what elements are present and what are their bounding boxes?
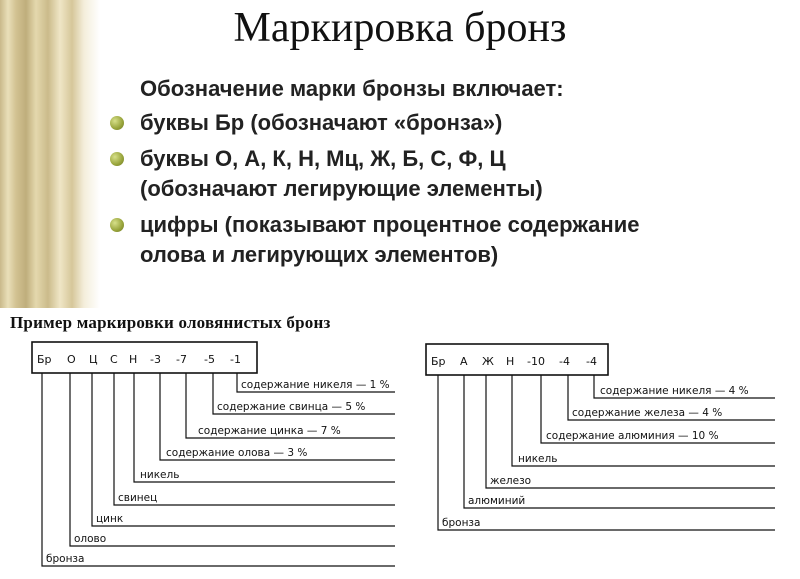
left-code-part: -3 <box>150 353 161 366</box>
left-code-part: О <box>67 353 76 366</box>
left-label: содержание цинка — 7 % <box>198 425 341 437</box>
right-label: никель <box>518 453 558 465</box>
right-label: железо <box>490 475 532 487</box>
left-label: олово <box>74 533 107 545</box>
bullet-line: буквы О, А, К, Н, Мц, Ж, Б, С, Ф, Ц <box>140 146 506 171</box>
left-label: содержание олова — 3 % <box>166 447 308 459</box>
right-marking-diagram <box>426 344 775 530</box>
left-label: содержание свинца — 5 % <box>217 401 366 413</box>
right-label: содержание железа — 4 % <box>572 407 723 419</box>
bullet-line: цифры (показывают процентное содержание <box>140 212 640 237</box>
right-label: алюминий <box>468 495 526 507</box>
right-label: содержание никеля — 4 % <box>600 385 749 397</box>
right-code-part: -10 <box>527 355 545 368</box>
right-code-part: Бр <box>431 355 446 368</box>
left-label: никель <box>140 469 180 481</box>
right-code-part: -4 <box>559 355 570 368</box>
intro-text: Обозначение марки бронзы включает: <box>140 76 564 101</box>
left-code-part: -7 <box>176 353 187 366</box>
right-label: содержание алюминия — 10 % <box>546 430 719 442</box>
left-label: цинк <box>96 513 124 525</box>
left-marking-diagram <box>32 342 395 566</box>
left-code-part: -5 <box>204 353 215 366</box>
left-code-part: Ц <box>89 353 98 366</box>
left-label: свинец <box>118 492 158 504</box>
left-code-part: -1 <box>230 353 241 366</box>
left-code-box <box>32 342 257 373</box>
slide-title: Маркировка бронз <box>233 5 567 51</box>
left-code-part: С <box>110 353 118 366</box>
left-label: содержание никеля — 1 % <box>241 379 390 391</box>
example-heading: Пример маркировки оловянистых бронз <box>10 313 331 332</box>
right-code-part: А <box>460 355 468 368</box>
right-code-part: -4 <box>586 355 597 368</box>
right-code-part: Н <box>506 355 515 368</box>
left-code-part: Н <box>129 353 138 366</box>
right-code-part: Ж <box>482 355 494 368</box>
right-label: бронза <box>442 517 481 529</box>
left-code-part: Бр <box>37 353 52 366</box>
left-label: бронза <box>46 553 85 565</box>
right-code-box <box>426 344 608 375</box>
bullet-line: буквы Бр (обозначают «бронза») <box>140 110 503 135</box>
bullet-line: (обозначают легирующие элементы) <box>140 176 543 201</box>
bullet-line: олова и легирующих элементов) <box>140 242 499 267</box>
